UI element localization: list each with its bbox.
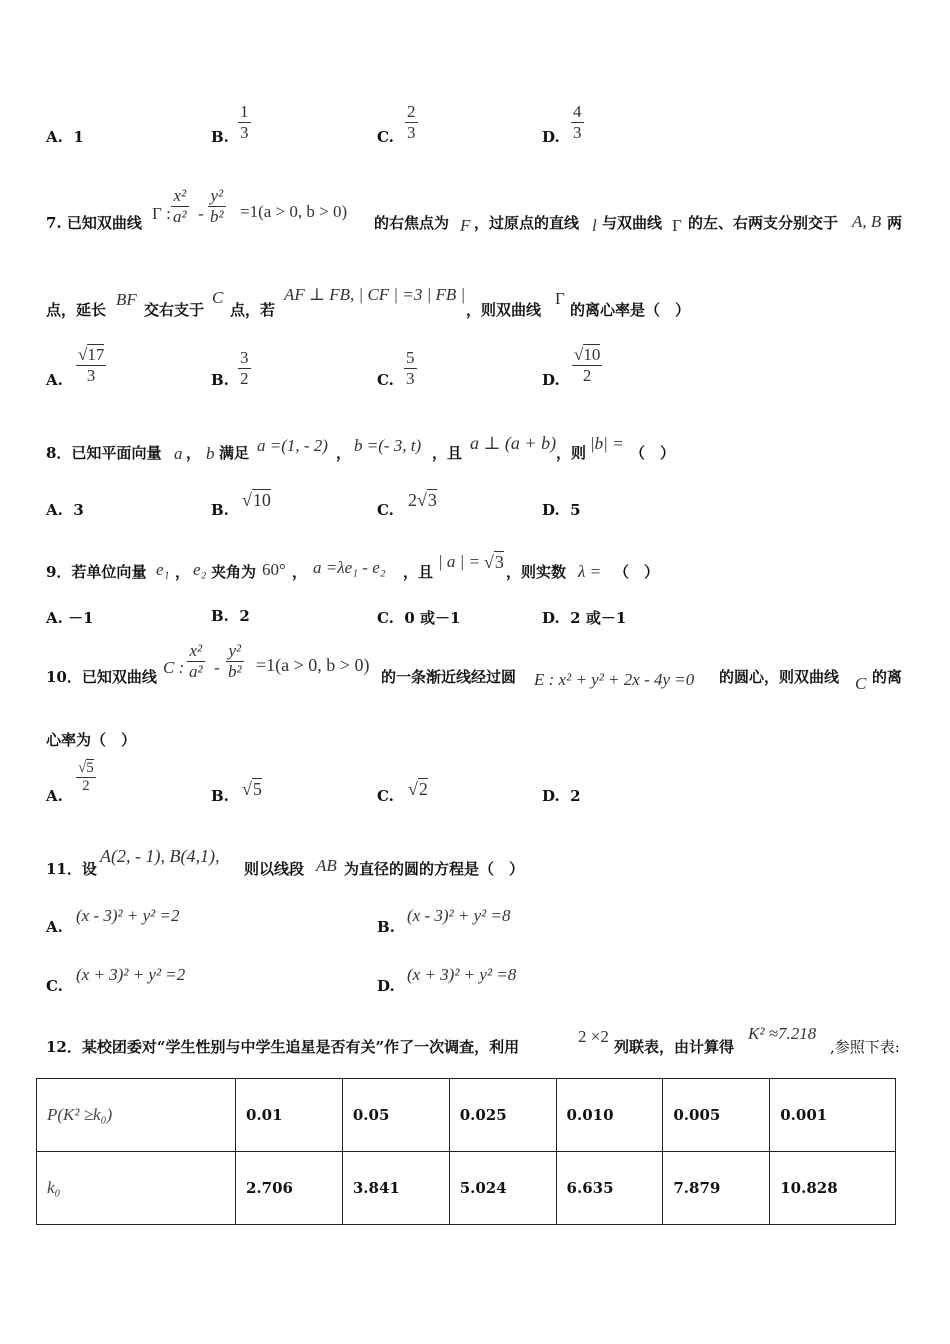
q7-gamma3: Γ	[555, 289, 565, 308]
q9-expression: a =λe₁ - e₂	[313, 558, 386, 577]
table-cell: 5.024	[449, 1152, 556, 1225]
q11-option-d-letter[interactable]: D.	[377, 977, 395, 995]
table-cell: 7.879	[663, 1152, 770, 1225]
table-cell: 0.05	[342, 1079, 449, 1152]
q11-option-d-value: (x + 3)² + y² =8	[407, 965, 517, 984]
q7-option-d-value: $\frac{√10}{2}$	[574, 345, 601, 385]
table-row-header: k₀	[37, 1152, 236, 1225]
q11-option-b-letter[interactable]: B.	[377, 918, 395, 936]
q7-gamma: Γ :	[152, 204, 171, 223]
q7-frac-x: $\frac{\text{x²}}{\text{a²}}$	[173, 186, 187, 226]
q7-prefix: 7. 已知双曲线	[46, 214, 142, 232]
q8-option-a[interactable]: A. 3	[46, 501, 84, 519]
q7-option-b-letter[interactable]: B.	[211, 371, 229, 389]
q11-option-a-value: (x - 3)² + y² =2	[76, 906, 180, 925]
q10-option-b-letter[interactable]: B.	[211, 787, 229, 805]
q10-option-c-value: √2	[408, 779, 428, 799]
q7-frac-y: $\frac{\text{y²}}{\text{b²}}$	[210, 186, 224, 226]
q9-option-d[interactable]: D. 2 或－1	[542, 609, 627, 627]
q10-c2: C	[855, 674, 867, 693]
q9-option-c[interactable]: C. 0 或－1	[377, 609, 461, 627]
q11-option-a-letter[interactable]: A.	[46, 918, 63, 936]
q7-l: l	[592, 216, 597, 235]
table-cell: 0.010	[556, 1079, 663, 1152]
table-row-header: P(K² ≥k₀)	[37, 1079, 236, 1152]
q7-c: C	[212, 288, 224, 307]
q7-bf: BF	[116, 290, 137, 309]
table-cell: 0.025	[449, 1079, 556, 1152]
q7-f: F	[460, 216, 471, 235]
q9-angle: 60°	[262, 560, 286, 579]
table-cell: 0.001	[770, 1079, 896, 1152]
q8-vector-a: a =(1, - 2)	[257, 436, 328, 455]
q10-frac-x: $\frac{\text{x²}}{\text{a²}}$	[189, 641, 203, 681]
q9-option-a[interactable]: A. －1	[46, 609, 94, 627]
q10-option-a-letter[interactable]: A.	[46, 787, 63, 805]
q7-eq1: =1(a > 0, b > 0)	[240, 202, 348, 221]
q11-option-b-value: (x - 3)² + y² =8	[407, 906, 511, 925]
q6-option-d-fraction: $\frac{4}{3}$	[573, 102, 582, 142]
q7-ab: A, B	[852, 212, 882, 231]
table-row	[37, 1152, 896, 1225]
q8-option-b-letter[interactable]: B.	[211, 501, 229, 519]
q7-option-a-letter[interactable]: A.	[46, 371, 63, 389]
q10-c: C :	[163, 658, 185, 677]
q10-option-c-letter[interactable]: C.	[377, 787, 394, 805]
q10-circle: E : x² + y² + 2x - 4y =0	[534, 670, 695, 689]
q10-eq: =1(a > 0, b > 0)	[256, 655, 370, 675]
q10-option-d[interactable]: D. 2	[542, 787, 581, 805]
q8-option-c-value: 2√3	[408, 490, 437, 510]
q7-option-c-value: $\frac{5}{3}$	[406, 348, 415, 388]
table-cell: 10.828	[770, 1152, 896, 1225]
q11-ab: AB	[316, 856, 337, 875]
q7-gamma2: Γ	[672, 216, 682, 235]
q8-vector-b: b =(- 3, t)	[354, 436, 422, 455]
q7-option-b-value: $\frac{3}{2}$	[240, 348, 249, 388]
q10-option-a-value: $\frac{√5}{2}$	[78, 760, 94, 794]
q9-sqrt3: √3	[484, 552, 504, 572]
q7-option-a-value: $\frac{√17}{3}$	[78, 345, 105, 385]
q8-option-c-letter[interactable]: C.	[377, 501, 394, 519]
q9-lambda: λ =	[578, 562, 602, 581]
table-cell: 0.005	[663, 1079, 770, 1152]
q8-abs-b: |b| =	[590, 434, 624, 453]
q7-option-c-letter[interactable]: C.	[377, 371, 394, 389]
q6-option-c-fraction: $\frac{2}{3}$	[407, 102, 416, 142]
table-cell: 2.706	[236, 1152, 343, 1225]
q12-table-size: 2 ×2	[578, 1027, 609, 1046]
q11-option-c-value: (x + 3)² + y² =2	[76, 965, 186, 984]
q6-option-b-fraction: $\frac{1}{3}$	[240, 102, 249, 142]
q11-option-c-letter[interactable]: C.	[46, 977, 63, 995]
q11-points: A(2, - 1), B(4,1),	[100, 846, 220, 866]
q9-abs-a: | a | =	[438, 552, 481, 571]
q10-frac-y: $\frac{\text{y²}}{\text{b²}}$	[228, 641, 242, 681]
critical-value-table	[36, 1078, 896, 1225]
q12-k2-value: K² ≈7.218	[748, 1024, 817, 1043]
q10-option-b-value: √5	[242, 779, 262, 799]
table-cell: 0.01	[236, 1079, 343, 1152]
table-cell: 3.841	[342, 1152, 449, 1225]
q7-option-d-letter[interactable]: D.	[542, 371, 560, 389]
q7-condition: AF ⊥ FB, | CF | =3 | FB |	[284, 285, 466, 304]
q8-perp-condition: a ⊥ (a + b)	[470, 433, 557, 453]
q6-option-a[interactable]: A. 1	[46, 128, 84, 146]
table-cell: 6.635	[556, 1152, 663, 1225]
q6-option-b-letter[interactable]: B.	[211, 128, 229, 146]
q6-option-d-letter[interactable]: D.	[542, 128, 560, 146]
q8-option-d[interactable]: D. 5	[542, 501, 581, 519]
q9-option-b[interactable]: B. 2	[211, 607, 250, 625]
q8-option-b-value: √10	[242, 490, 271, 510]
q6-option-c-letter[interactable]: C.	[377, 128, 394, 146]
table-row	[37, 1079, 896, 1152]
